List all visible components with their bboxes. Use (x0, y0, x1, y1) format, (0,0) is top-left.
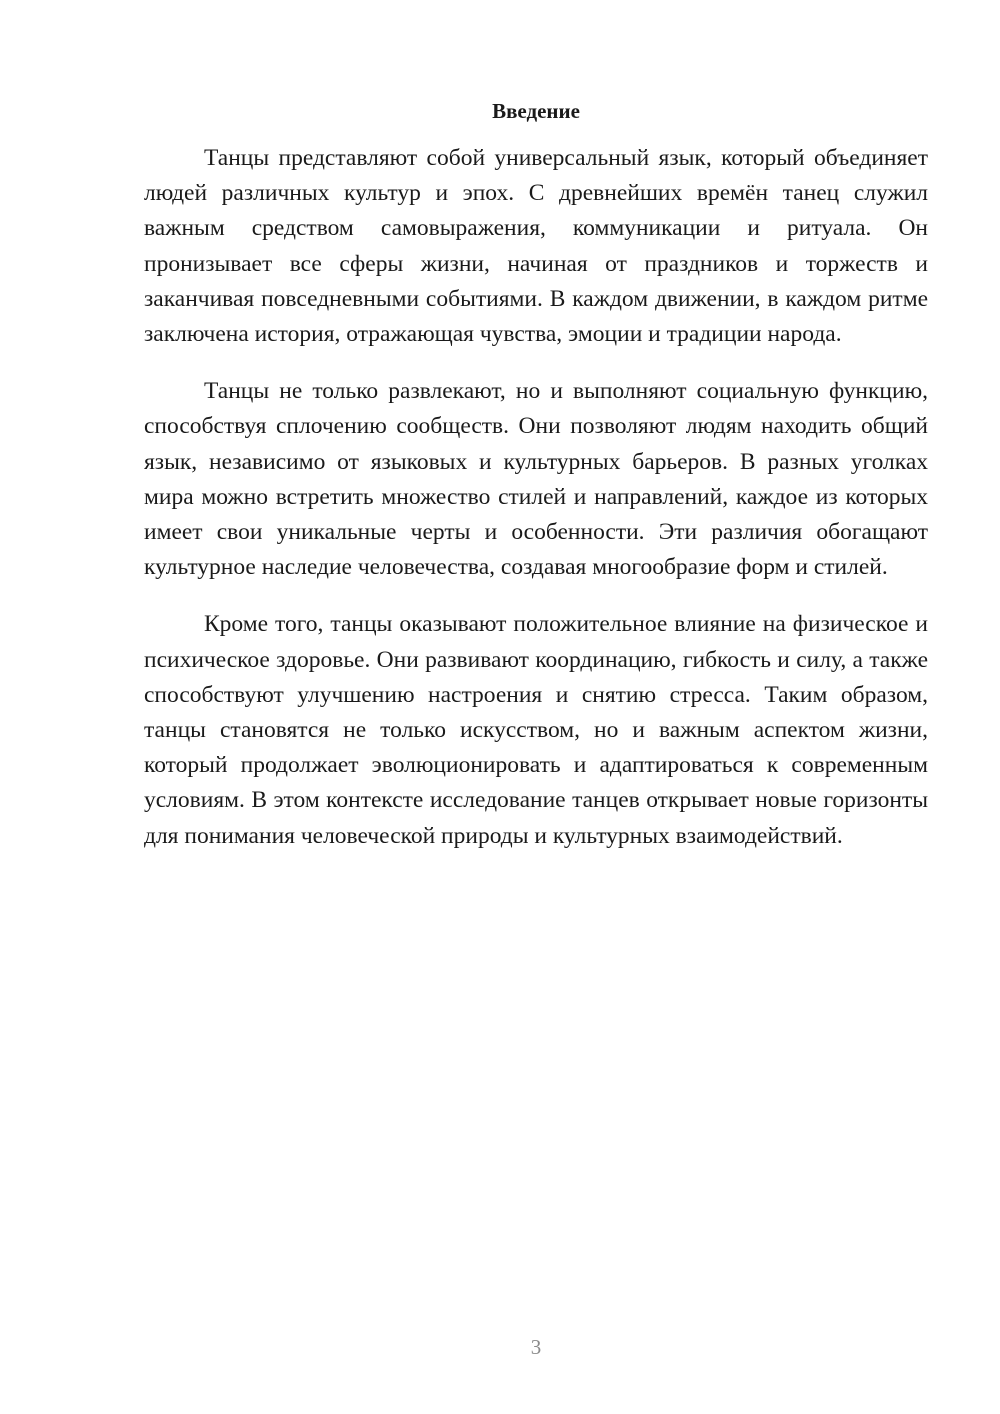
section-title: Введение (492, 99, 580, 123)
paragraph-3: Кроме того, танцы оказывают положительное влияние на физическое и психическое здоровье. Они развивают координацию, гибкость и силу, а также способствуют улучшению настроения и снятию стресса. Таким образом, танцы становятся не только искусством, но и важным аспектом жизни, который продолжает эволюционировать и адаптироваться к современным условиям. В этом контексте исследование танцев открывает новые горизонты для понимания человеческой природы и культурных взаимодействий. (144, 611, 928, 849)
page-number: 3 (530, 1335, 542, 1359)
body-text (144, 141, 928, 854)
paragraph-2: Танцы не только развлекают, но и выполняют социальную функцию, способствуя сплочению сообществ. Они позволяют людям находить общий язык, независимо от языковых и культурных барьеров. В разных уголках мира можно встретить множество стилей и направлений, каждое из которых имеет свои уникальные черты и особенности. Эти различия обогащают культурное наследие человечества, создавая многообразие форм и стилей. (144, 378, 928, 581)
paragraph-1: Танцы представляют собой универсальный язык, который объединяет людей различных культур и эпох. С древнейших времён танец служил важным средством самовыражения, коммуникации и ритуала. Он пронизывает все сферы жизни, начиная от праздников и торжеств и заканчивая повседневными событиями. В каждом движении, в каждом ритме заключена история, отражающая чувства, эмоции и традиции народа. (144, 145, 928, 348)
